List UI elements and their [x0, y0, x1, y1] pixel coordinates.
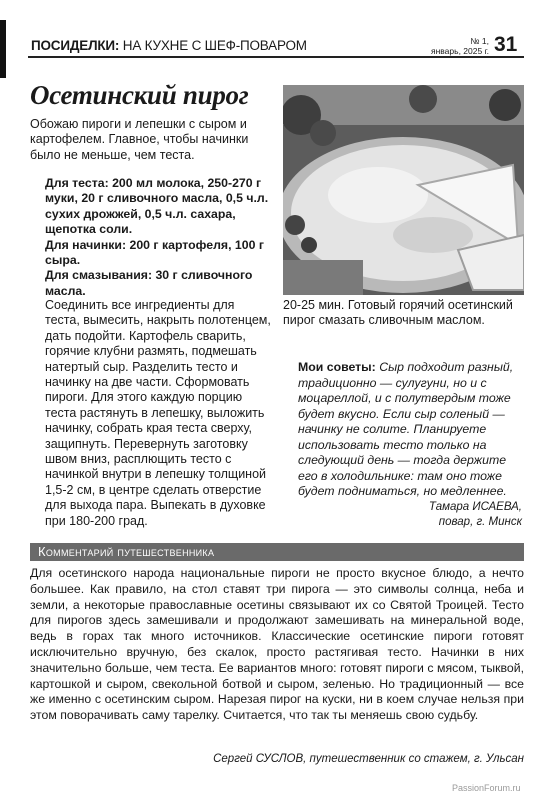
site-watermark: PassionForum.ru: [452, 783, 521, 793]
chef-role: повар, г. Минск: [438, 516, 522, 528]
header-divider: [28, 56, 524, 58]
page-header: [0, 32, 560, 62]
tips-label: Мои советы:: [298, 360, 376, 374]
issue-info: [425, 36, 489, 56]
pie-photo-illustration: [283, 85, 524, 295]
chef-tips: [298, 360, 524, 500]
comment-heading: Комментарий путешественника: [38, 544, 215, 559]
chef-name: Тамара ИСАЕВА,: [428, 501, 522, 513]
subsection-name: НА КУХНЕ С ШЕФ-ПОВАРОМ: [122, 38, 307, 53]
issue-date: январь, 2025 г.: [430, 46, 489, 56]
cooking-method: Соединить все ингредиенты для теста, вымесить, накрыть полотенцем, дать подойти. Картофель сварить, горячие клубни размять, подмешать натертый сыр. Разделить тесто и начинку на две части. Сформовать пироги. Для этого каждую порцию теста растянуть в лепешку, выложить начинку, собрать края теста сверху, защипнуть. Перевернуть заготовку швом вниз, расплющить тесто с начинкой внутри в лепешку толщиной 1,5-2 см, в центре сделать отверстие для выхода пара. Выпекать в духовке при 180-200 град.: [45, 298, 271, 528]
section-name: ПОСИДЕЛКИ:: [31, 38, 120, 53]
ingredients-list: [45, 176, 271, 299]
cooking-method-continued: 20-25 мин. Готовый горячий осетинский пирог смазать сливочным маслом.: [283, 298, 513, 328]
article-intro: Обожаю пироги и лепешки с сыром и картофелем. Главное, чтобы начинки было не меньше, чем теста.: [30, 117, 249, 162]
issue-number: № 1,: [470, 36, 489, 46]
comment-heading-bar: [30, 543, 524, 561]
pie-photo: [283, 85, 524, 295]
ingredients-filling: Для начинки: 200 г картофеля, 100 г сыра.: [45, 237, 264, 268]
tips-text: Сыр подходит разный, традиционно — сулугуни, но и с моцареллой, и с полутвердым тоже будет вкусно. Если сыр соленый — начинку не солите. Планируете использовать тесто только на следующий день — тогда держите его в холодильнике: там оно тоже будет подниматься, но медленнее.: [298, 360, 514, 498]
traveler-comment: Для осетинского народа национальные пироги не просто вкусное блюдо, а нечто большее. Как правило, на стол ставят три пирога — это символы солнца, неба и земли, а некоторые православные осетины связывают их со Святой Троицей. Тесто для пирогов здесь замешивали и продолжают замешивать на минеральной воде, ведь в горах так много источников. Классические осетинские пироги готовят исключительно вручную, без скалок, просто растягивая тесто. Начинки в них значительно больше, чем теста. Ее вариантов много: готовят пироги с мясом, тыквой, картошкой и сыром, свекольной ботвой и сыром, зеленью. Но традиционный — все же именно с осетинским сыром. Нарезая пирог на куски, ни в коем случае нельзя при этом поворачивать саму тарелку. Считается, что так ты меняешь свою судьбу.: [30, 566, 524, 723]
traveler-signature: Сергей СУСЛОВ, путешественник со стажем, г. Ульсан: [213, 753, 524, 765]
chef-signature: [298, 500, 522, 530]
ingredients-glaze: Для смазывания: 30 г сливочного масла.: [45, 268, 253, 298]
section-title: [31, 38, 307, 53]
page-number: 31: [494, 33, 518, 56]
article-title: Осетинский пирог: [30, 80, 249, 110]
ingredients-dough: Для теста: 200 мл молока, 250-270 г муки, 20 г сливочного масла, 0,5 ч.л. сухих дрожжей, 0,5 ч.л. сахара, щепотка соли.: [45, 176, 269, 237]
